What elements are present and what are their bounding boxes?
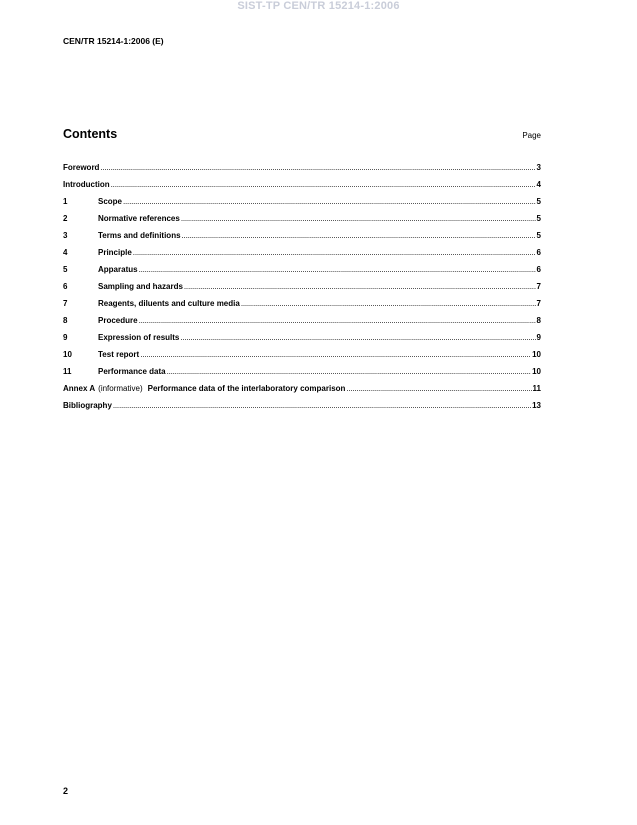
toc-leader-dots [180, 333, 535, 342]
toc-entry-scope[interactable] [63, 197, 541, 214]
toc-entry-procedure[interactable] [63, 316, 541, 333]
toc-entry-title: Introduction [63, 180, 110, 189]
toc-entry-performance-data[interactable] [63, 367, 541, 384]
toc-entry-page: 10 [532, 367, 541, 376]
toc-entry-title: Normative references [98, 214, 180, 223]
toc-annex-note: (informative) [98, 384, 143, 393]
toc-entry-number: 9 [63, 333, 68, 342]
toc-entry-foreword[interactable] [63, 163, 541, 180]
toc-entry-bibliography[interactable] [63, 401, 541, 418]
toc-entry-page: 3 [536, 163, 541, 172]
toc-entry-number: 5 [63, 265, 68, 274]
toc-entry-page: 4 [536, 180, 541, 189]
toc-leader-dots [184, 282, 536, 291]
toc-entry-page: 5 [536, 214, 541, 223]
toc-leader-dots [113, 401, 531, 410]
document-identifier: CEN/TR 15214-1:2006 (E) [63, 36, 164, 46]
toc-entry-apparatus[interactable] [63, 265, 541, 282]
toc-leader-dots [140, 350, 531, 359]
toc-entry-reagents-diluents-and-culture-media[interactable] [63, 299, 541, 316]
toc-entry-title: Expression of results [98, 333, 180, 342]
watermark: SIST-TP CEN/TR 15214-1:2006 [237, 0, 400, 12]
toc-entry-title: Performance data [98, 367, 166, 376]
toc-entry-title: Test report [98, 350, 140, 359]
toc-entry-title: Apparatus [98, 265, 138, 274]
toc-entry-title: Scope [98, 197, 123, 206]
toc-entry-title: Principle [98, 248, 132, 257]
toc-entry-number: 2 [63, 214, 68, 223]
toc-leader-dots [182, 231, 536, 240]
toc-entry-sampling-and-hazards[interactable] [63, 282, 541, 299]
toc-entry-title: Sampling and hazards [98, 282, 183, 291]
toc-leader-dots [111, 180, 536, 189]
toc-entry-page: 6 [536, 265, 541, 274]
toc-entry-annex-a[interactable] [63, 384, 541, 401]
toc-entry-page: 11 [532, 384, 541, 393]
toc-leader-dots [241, 299, 536, 308]
toc-leader-dots [133, 248, 536, 257]
toc-entry-terms-and-definitions[interactable] [63, 231, 541, 248]
toc-entry-number: 8 [63, 316, 68, 325]
toc-entry-page: 9 [536, 333, 541, 342]
toc-leader-dots [167, 367, 532, 376]
toc-entry-number: 3 [63, 231, 68, 240]
toc-entry-page: 6 [536, 248, 541, 257]
toc-leader-dots [100, 163, 535, 172]
toc-entry-page: 7 [536, 282, 541, 291]
toc-annex-label: Annex A [63, 384, 96, 393]
toc-entry-number: 11 [63, 367, 72, 376]
toc-entry-page: 8 [536, 316, 541, 325]
toc-entry-number: 6 [63, 282, 68, 291]
toc-entry-title: Terms and definitions [98, 231, 181, 240]
toc-entry-title: Foreword [63, 163, 100, 172]
toc-entry-page: 5 [536, 197, 541, 206]
page-column-label: Page [522, 131, 541, 140]
toc-entry-number: 4 [63, 248, 68, 257]
toc-leader-dots [139, 316, 536, 325]
toc-entry-page: 13 [532, 401, 541, 410]
toc-entry-title: Procedure [98, 316, 138, 325]
toc-entry-normative-references[interactable] [63, 214, 541, 231]
toc-entry-page: 7 [536, 299, 541, 308]
toc-entry-title: Reagents, diluents and culture media [98, 299, 240, 308]
toc-entry-number: 7 [63, 299, 68, 308]
toc-leader-dots [123, 197, 536, 206]
toc-entry-expression-of-results[interactable] [63, 333, 541, 350]
toc-entry-principle[interactable] [63, 248, 541, 265]
toc-entry-page: 10 [532, 350, 541, 359]
table-of-contents [63, 163, 541, 418]
toc-leader-dots [139, 265, 536, 274]
contents-heading: Contents [63, 127, 118, 141]
toc-leader-dots [181, 214, 536, 223]
toc-entry-number: 1 [63, 197, 68, 206]
toc-entry-page: 5 [536, 231, 541, 240]
toc-entry-title: Bibliography [63, 401, 112, 410]
page-number: 2 [63, 786, 69, 796]
toc-entry-title: Performance data of the interlaboratory comparison [147, 384, 346, 393]
toc-leader-dots [346, 384, 531, 393]
toc-entry-number: 10 [63, 350, 72, 359]
toc-entry-test-report[interactable] [63, 350, 541, 367]
toc-entry-introduction[interactable] [63, 180, 541, 197]
